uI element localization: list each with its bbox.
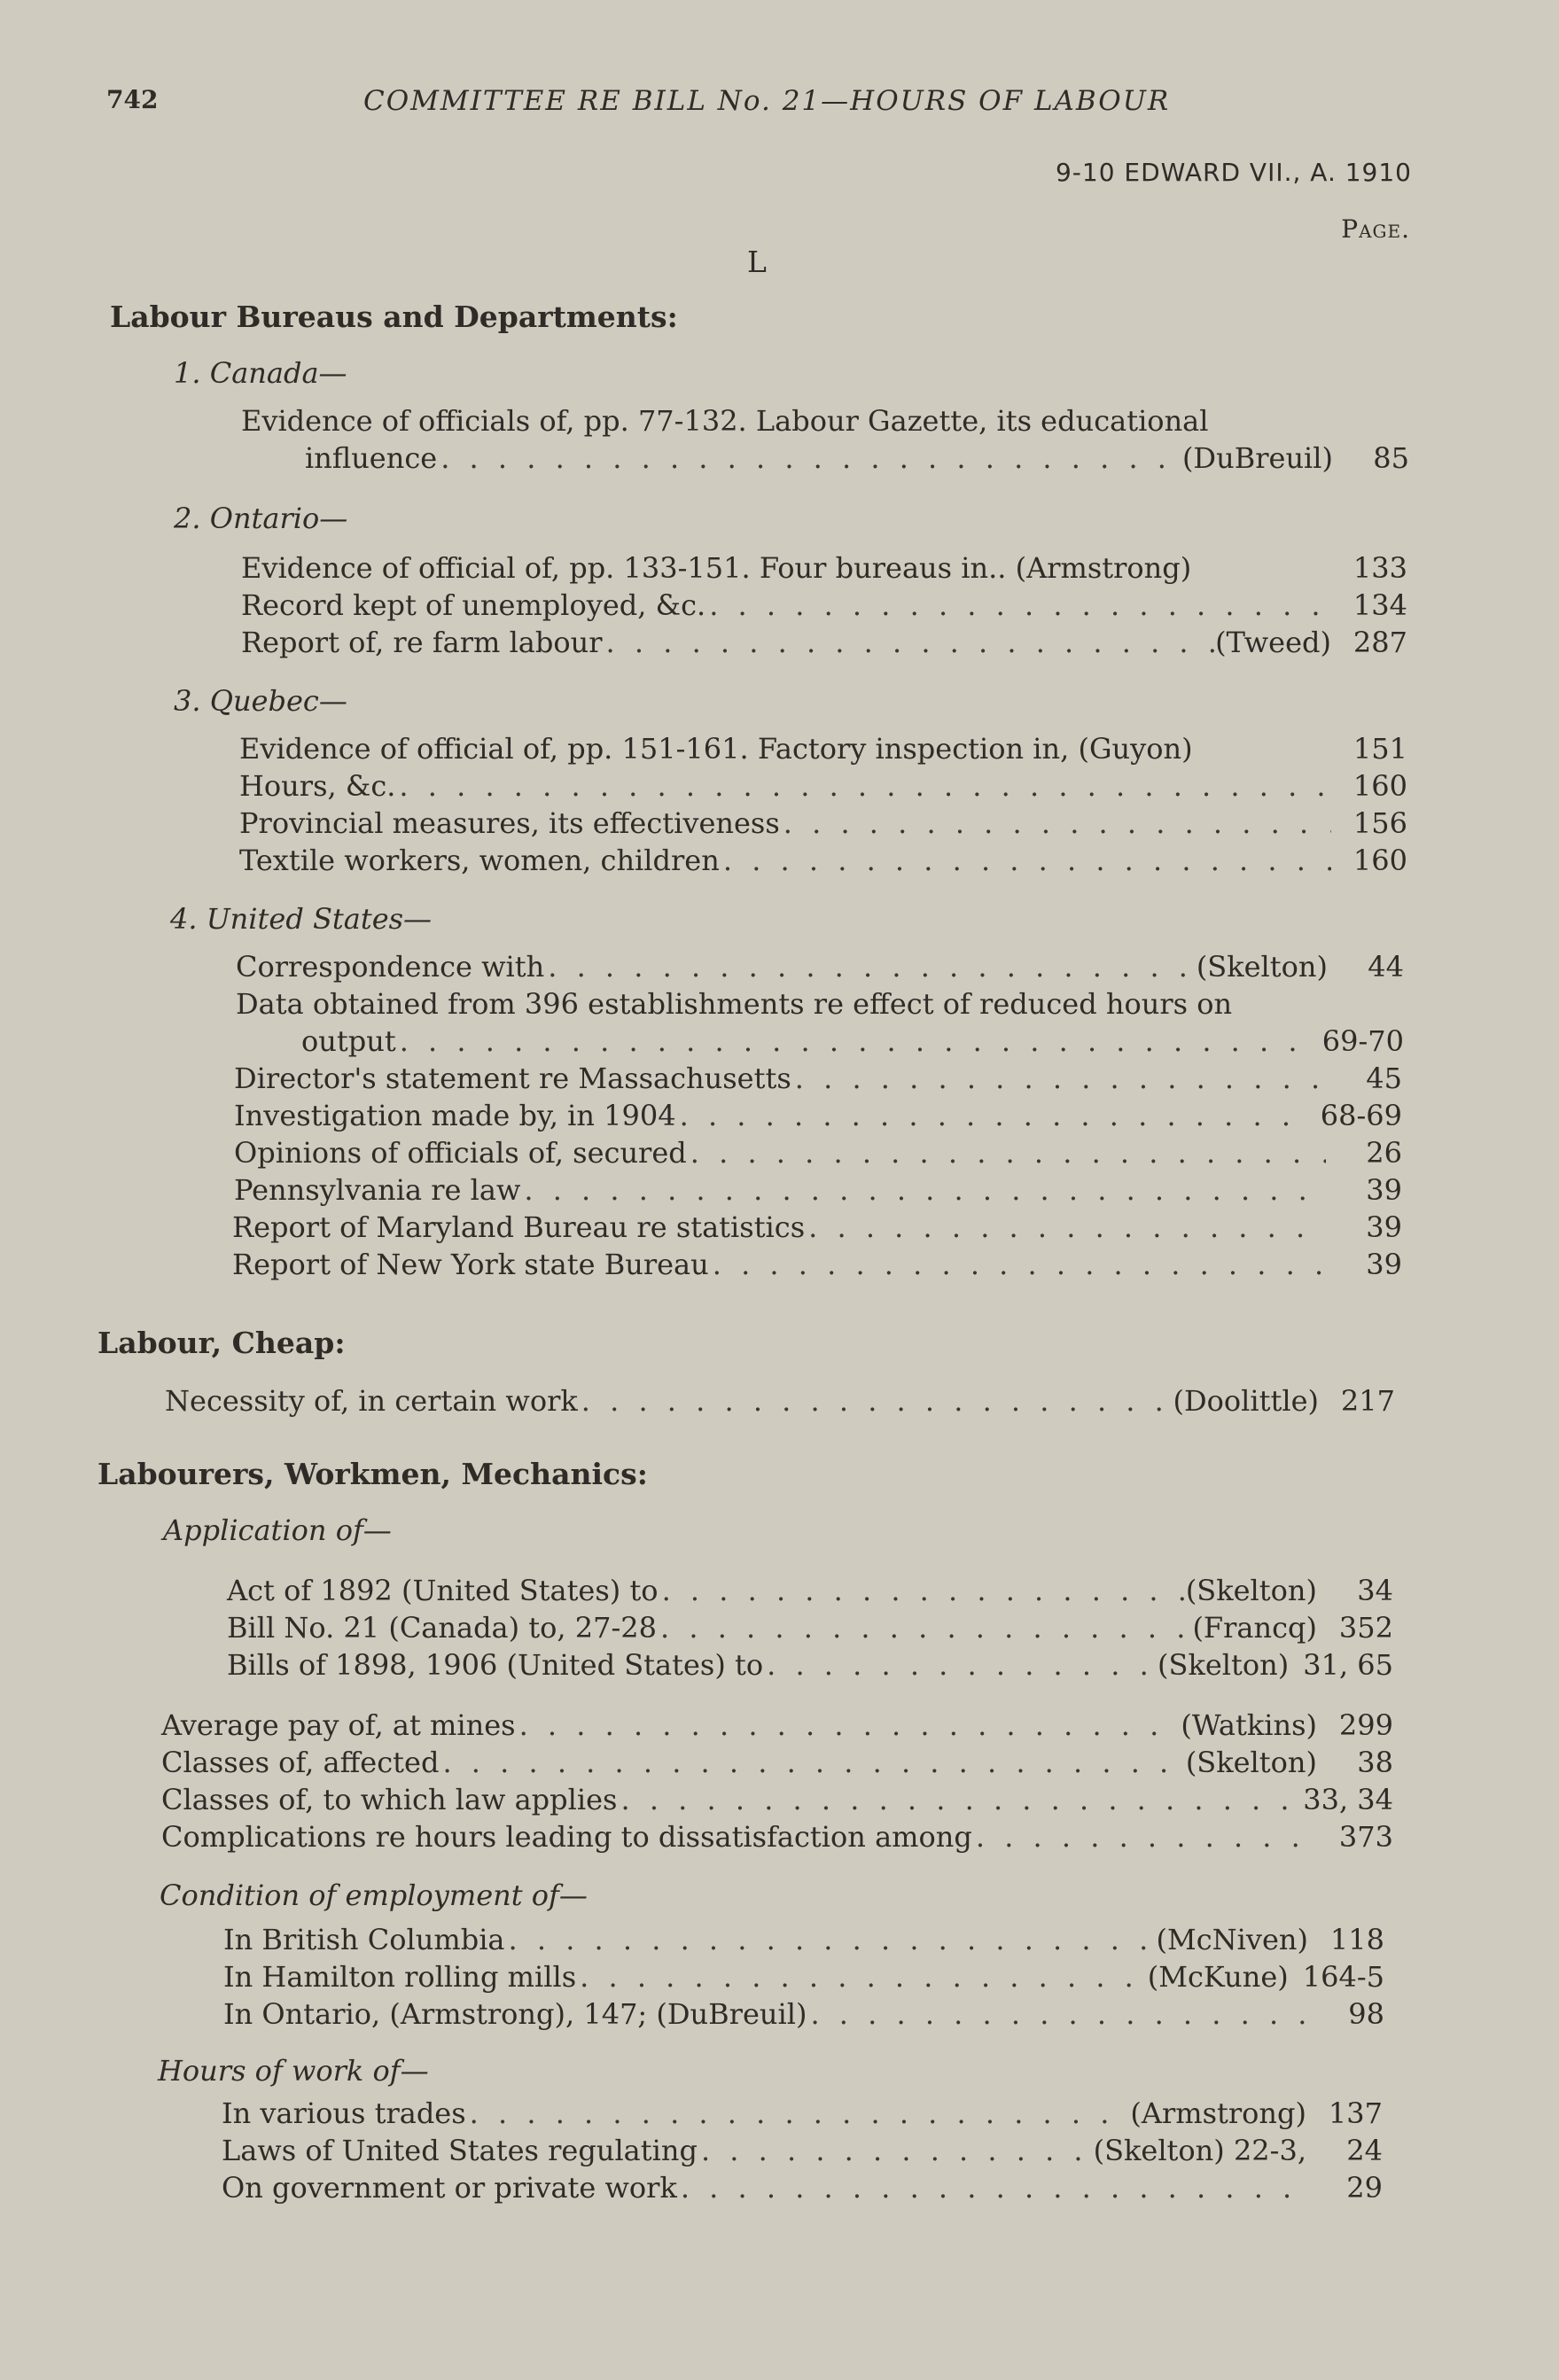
subheading-application: Application of— [163, 1513, 392, 1547]
leader-dots [720, 842, 1331, 879]
section-letter: L [747, 245, 767, 279]
entry-page: 26 [1366, 1136, 1402, 1170]
entry-text: Classes of, to which law applies [161, 1783, 618, 1816]
entry-author: (Skelton) [1158, 1648, 1290, 1682]
entry-page: 69-70 [1321, 1024, 1404, 1058]
entry-page: 38 [1357, 1746, 1393, 1779]
leader-dots [505, 1921, 1157, 1958]
entry-text: Textile workers, women, children [239, 844, 720, 877]
index-entry [227, 1572, 1393, 1609]
subheading-quebec: 3. Quebec— [174, 684, 347, 718]
index-entry [301, 1023, 1404, 1060]
entry-text: Evidence of official of, pp. 151-161. Factory inspection in, (Guyon) [239, 732, 1193, 766]
index-entry [227, 1609, 1393, 1646]
entry-text: Report of Maryland Bureau re statistics [232, 1210, 806, 1244]
leader-dots [709, 1246, 1326, 1283]
entry-text: Hours, &c. [239, 769, 396, 803]
leader-dots [657, 1609, 1192, 1646]
leader-dots [520, 1171, 1326, 1209]
index-entry [223, 1958, 1384, 1995]
index-entry [232, 1246, 1402, 1283]
leader-dots [466, 2095, 1131, 2132]
index-entry [239, 730, 1407, 767]
entry-text: In various trades [222, 2096, 466, 2130]
index-entry [161, 1744, 1393, 1781]
entry-author: (DuBreuil) [1181, 441, 1333, 475]
entry-page: 160 [1352, 844, 1407, 877]
index-entry [241, 549, 1407, 587]
leader-dots [617, 1781, 1289, 1818]
entry-page: 34 [1357, 1574, 1393, 1607]
index-entry [222, 2132, 1383, 2169]
entry-text: On government or private work [222, 2171, 677, 2205]
leader-dots [437, 439, 1182, 477]
index-entry [234, 1171, 1402, 1209]
entry-page: 217 [1340, 1384, 1395, 1418]
page-number: 742 [106, 85, 159, 114]
leader-dots [676, 1097, 1306, 1134]
leader-dots [805, 1209, 1326, 1246]
index-entry [161, 1707, 1393, 1744]
entry-author: (McNiven) [1156, 1923, 1308, 1956]
entry-page: 287 [1352, 626, 1407, 659]
index-entry [241, 624, 1407, 661]
entry-text: Provincial measures, its effectiveness [239, 806, 780, 840]
index-entry [232, 1209, 1402, 1246]
heading-labour-cheap: Labour, Cheap: [97, 1326, 346, 1360]
entry-text: Bills of 1898, 1906 (United States) to [227, 1648, 764, 1682]
entry-page: 137 [1328, 2096, 1383, 2130]
entry-page: 151 [1352, 732, 1407, 766]
leader-dots [677, 2169, 1306, 2206]
index-entry: Data obtained from 396 establishments re effect of reduced hours on [236, 987, 1233, 1021]
entry-text: Act of 1892 (United States) to [227, 1574, 659, 1607]
entry-page: 299 [1338, 1708, 1393, 1742]
entry-author: (Tweed) [1215, 626, 1331, 659]
index-entry [234, 1060, 1402, 1097]
entry-text: Director's statement re Massachusetts [234, 1062, 791, 1095]
index-entry [227, 1646, 1393, 1684]
index-entry [239, 805, 1407, 842]
entry-text: Evidence of official of, pp. 133-151. Four bureaus in.. (Armstrong) [241, 551, 1192, 585]
index-entry [165, 1382, 1395, 1419]
entry-page: 352 [1338, 1611, 1393, 1645]
leader-dots [687, 1134, 1326, 1171]
leader-dots [578, 1382, 1173, 1419]
entry-text: Classes of, affected [161, 1746, 440, 1779]
leader-dots [807, 1995, 1308, 2033]
entry-text: Complications re hours leading to dissatisfaction among [161, 1820, 972, 1854]
leader-dots [659, 1572, 1186, 1609]
entry-page: 39 [1366, 1248, 1402, 1281]
running-title: COMMITTEE RE BILL No. 21—HOURS OF LABOUR [363, 85, 1171, 117]
entry-text: Average pay of, at mines [161, 1708, 516, 1742]
entry-page: 39 [1366, 1210, 1402, 1244]
index-entry [241, 587, 1407, 624]
page-column-label: Page. [1341, 214, 1410, 244]
subheading-united-states: 4. United States— [170, 902, 433, 936]
entry-page: 29 [1346, 2171, 1383, 2205]
heading-labourers: Labourers, Workmen, Mechanics: [97, 1457, 648, 1491]
entry-page: 98 [1348, 1997, 1384, 2031]
entry-page: 160 [1352, 769, 1407, 803]
index-entry [239, 767, 1407, 805]
leader-dots [780, 805, 1331, 842]
heading-labour-bureaus: Labour Bureaus and Departments: [110, 299, 678, 334]
entry-text: Report of New York state Bureau [232, 1248, 709, 1281]
index-entry [239, 842, 1407, 879]
leader-dots [763, 1646, 1158, 1684]
entry-page: 45 [1366, 1062, 1402, 1095]
leader-dots [396, 1023, 1308, 1060]
entry-text: In British Columbia [223, 1923, 505, 1956]
index-entry: Evidence of officials of, pp. 77-132. Labour Gazette, its educational [241, 404, 1209, 438]
entry-text: In Ontario, (Armstrong), 147; (DuBreuil) [223, 1997, 807, 2031]
subheading-canada: 1. Canada— [174, 356, 347, 390]
entry-page: 68-69 [1320, 1099, 1402, 1132]
entry-page: 39 [1366, 1173, 1402, 1207]
entry-author: (Skelton) [1196, 950, 1328, 984]
subheading-condition: Condition of employment of— [160, 1878, 588, 1912]
leader-dots [603, 624, 1216, 661]
leader-dots [395, 767, 1331, 805]
index-entry [234, 1134, 1402, 1171]
entry-author: (Skelton) [1185, 1746, 1317, 1779]
entry-author: (Armstrong) [1130, 2096, 1306, 2130]
index-entry [223, 1995, 1384, 2033]
entry-page: 33, 34 [1303, 1783, 1393, 1816]
entry-page: 134 [1352, 588, 1407, 622]
entry-text: Investigation made by, in 1904 [234, 1099, 676, 1132]
entry-page: 44 [1368, 950, 1404, 984]
entry-page: 24 [1346, 2134, 1383, 2167]
entry-page: 373 [1338, 1820, 1393, 1854]
entry-author: (Skelton) [1185, 1574, 1317, 1607]
entry-text: influence [305, 441, 438, 475]
index-entry [222, 2095, 1383, 2132]
entry-page: 164-5 [1302, 1960, 1384, 1994]
running-header [0, 85, 1559, 129]
entry-page: 133 [1352, 551, 1407, 585]
entry-text: Necessity of, in certain work [165, 1384, 578, 1418]
entry-author: (Francq) [1192, 1611, 1317, 1645]
entry-text: Pennsylvania re law [234, 1173, 521, 1207]
subheading-ontario: 2. Ontario— [174, 502, 348, 535]
entry-text: Laws of United States regulating [222, 2134, 698, 2167]
entry-text: Bill No. 21 (Canada) to, 27-28 [227, 1611, 657, 1645]
index-entry [234, 1097, 1402, 1134]
leader-dots [698, 2132, 1094, 2169]
leader-dots [516, 1707, 1181, 1744]
entry-author: (Skelton) 22-3, [1093, 2134, 1306, 2167]
index-entry [222, 2169, 1383, 2206]
entry-author: (McKune) [1147, 1960, 1289, 1994]
index-entry [161, 1818, 1393, 1855]
entry-text: Opinions of officials of, secured [234, 1136, 687, 1170]
index-entry [236, 948, 1404, 985]
entry-page: 118 [1329, 1923, 1384, 1956]
entry-text: output [301, 1024, 396, 1058]
leader-dots [439, 1744, 1185, 1781]
session-line: 9-10 EDWARD VII., A. 1910 [1055, 158, 1412, 187]
entry-text: Report of, re farm labour [241, 626, 603, 659]
entry-text: Record kept of unemployed, &c. [241, 588, 706, 622]
subheading-hours: Hours of work of— [158, 2054, 429, 2088]
leader-dots [576, 1958, 1148, 1995]
entry-page: 31, 65 [1303, 1648, 1393, 1682]
index-entry [305, 439, 1409, 477]
entry-author: (Doolittle) [1173, 1384, 1319, 1418]
leader-dots [972, 1818, 1317, 1855]
entry-text: Correspondence with [236, 950, 545, 984]
leader-dots [544, 948, 1197, 985]
index-entry [161, 1781, 1393, 1818]
leader-dots [705, 587, 1331, 624]
entry-page: 156 [1352, 806, 1407, 840]
leader-dots [791, 1060, 1326, 1097]
entry-text: In Hamilton rolling mills [223, 1960, 577, 1994]
index-entry [223, 1921, 1384, 1958]
entry-author: (Watkins) [1181, 1708, 1317, 1742]
entry-page: 85 [1373, 441, 1409, 475]
